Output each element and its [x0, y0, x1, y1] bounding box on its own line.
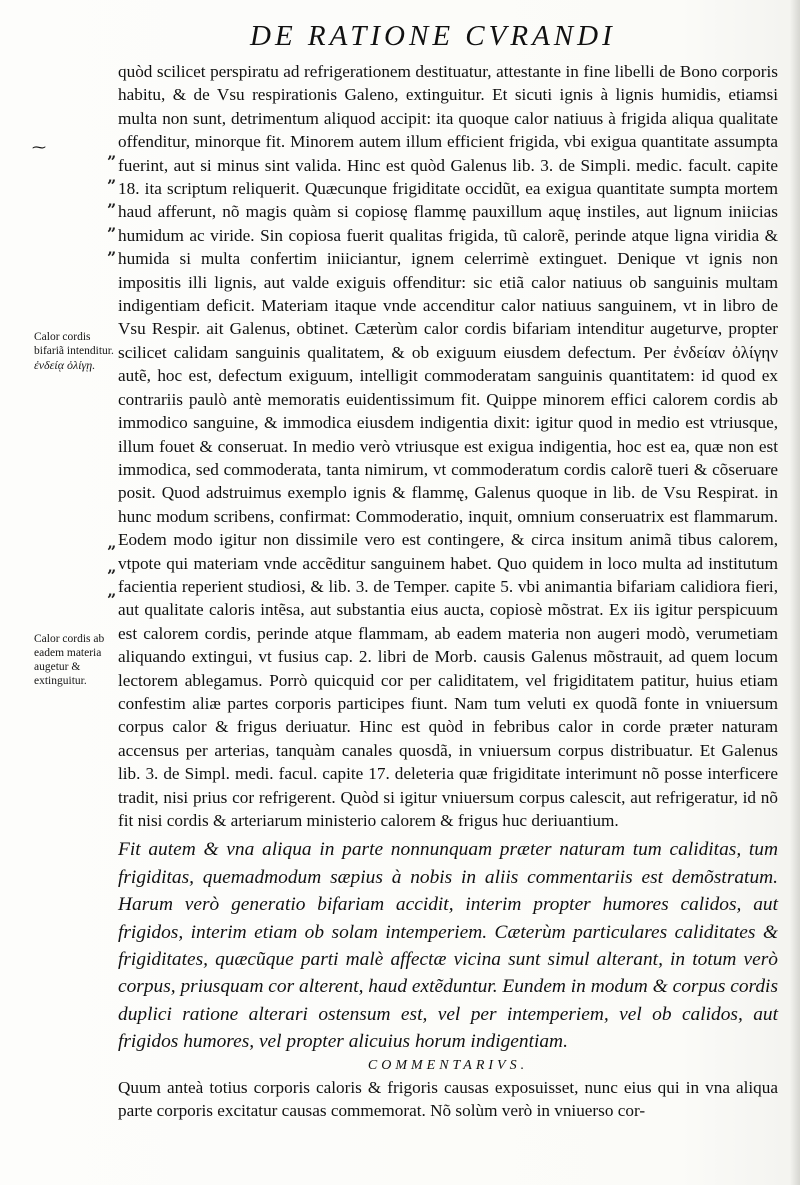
body-paragraph: quòd scilicet perspiratu ad refrigerationem destituatur, attestante in fine libelli de Bono corporis habitu, & de Vsu respirationis Galeno, extinguitur. Et sicuti ignis à lignis humidis, etiamsi multa non sunt, detrimentum aliquod accipit: ita quoque calor natiuus à frigida aliqua qualitate offenditur, minorque fit. Minorem autem illum efficient frigida, vbi exigua quantitate assumpta fuerint, aut si minus sint valida. Hinc est quòd Galenus lib. 3. de Simpli. medic. facult. capite 18. ita scriptum reliquerit. Quæcunque frigiditate occidũt, ea exigua quantitate sumpta mortem haud afferunt, nõ magis quàm si copiosę flammę pauxillum aquę instiles, aut lignum iniicias humidum ac viride. Sin copiosa fuerit qualitas frigida, tũ calorẽ, perinde atque ligna viridia & humida si multa confertim iniiciantur, ignem celerrimè extinguet. Denique vt ignis non impositis illi lignis, aut valde exiguis offenditur: sic etiã calor natiuus ob sanguinis multam indigentiam deficit. Materiam itaque vnde accenditur calor natiuus sanguinem, vt in libro de Vsu Respir. ait Galenus, obtinet. Cæterùm calor cordis bifariam intenditur augeturve, propter scilicet calidam sanguinis qualitatem, & ob exiguum eiusdem defectum. Per ἐνδείαν ὀλίγην autẽ, hoc est, defectum exiguum, intelligit commoderatam sanguinis quantitatem: id quod ex contrariis paulò antè memoratis euidentissimum fit. Quippe minorem effici calorem cordis ab immodico sanguine, & immodica eiusdem indigentia dixit: igitur quod in medio est vtriusque, illum fouet & conseruat. In medio verò vtriusque est exigua indigentia, hoc est ea, quæ non est immodica, sed commoderata, tanta nimirum, vt commoderatum cordis calorẽ tueri & cõseruare posit. Quod adstruimus exemplo ignis & flammę, Galenus quoque in lib. de Vsu Respirat. in hunc modum scribens, confirmat: Commoderatio, inquit, omnium conseruatrix est flammarum. Eodem modo igitur non dissimile vero est contingere, & circa insitum animã tibus calorem, vtpote qui materiam vnde accẽditur sanguinem habet. Quo quidem in loco multa ad institutum facientia reperient studiosi, & lib. 3. de Temper. capite 5. vbi animantia bifariam calidiora fieri, aut qualitate caloris intẽsa, aut substantia eius aucta, copiosè mõstrat. Ex iis igitur perspicuum est calorem cordis, perinde atque flammam, ab eadem materia non augeri modò, verumetiam aliquando extingui, vt fusius cap. 2. libri de Morb. causis Galenus mõstrauit, ad quem locum lectorem ablegamus. Porrò quicquid cor per caliditatem, vel frigiditatem patitur, huius etiam confestim aliæ partes corporis participes fiunt. Nam tum veluti ex quodã fonte in vniuersum corpus calor & frigus deriuatur. Hinc est quòd in febribus calor in corde præter naturam accensus per arterias, tanquàm canales quosdã, in vniuersum corpus distribuatur. Et Galenus lib. 3. de Simpl. medi. facul. capite 17. deleteria quæ frigiditate interimunt nõ posse interficere tradit, nisi prius cor refrigerent. Quòd si igitur vniuersum corpus calescit, aut refrigeratur, id nõ fit nisi cordis & arteriarum ministerio calorem & frigus huc deriuantium. — [118, 62, 778, 830]
quote-mark: ” — [107, 590, 117, 609]
running-head: DE RATIONE CVRANDI — [250, 20, 616, 52]
quote-mark: ” — [107, 176, 117, 195]
main-text — [118, 60, 778, 1122]
margin-note — [34, 632, 114, 688]
margin-note-text: Calor cordis bifariã intenditur. — [34, 331, 114, 357]
quote-mark: ” — [107, 542, 117, 561]
quote-mark: ” — [107, 566, 117, 585]
page-edge-shadow — [790, 0, 800, 1185]
quote-mark: ” — [107, 248, 117, 267]
quote-mark: ” — [107, 152, 117, 171]
margin-dash: ⁓ — [32, 140, 46, 156]
body-paragraph: Quum anteà totius corporis caloris & frigoris causas exposuisset, nunc eius qui in vna aliqua parte corporis excitatur causas commemorat. Nõ solùm verò in vniuerso cor- — [118, 1077, 778, 1121]
margin-note-text: Calor cordis ab eadem materia augetur & extinguitur. — [34, 633, 105, 687]
margin-note-greek: ἐνδείᾳ ὀλίγῃ. — [34, 358, 96, 372]
quote-mark: ” — [107, 200, 117, 219]
quote-mark: ” — [107, 224, 117, 243]
margin-note — [34, 330, 116, 373]
lemma-paragraph: Fit autem & vna aliqua in parte nonnunquam præter naturam tum caliditas, tum frigiditas, quemadmodum sæpius à nobis in aliis commentariis est demõstratum. Harum verò generatio bifariam accidit, interim propter humores calidos, aut frigidos, interim etiam ob solam intemperiem. Cæterùm particulares caliditates & frigiditates, quæcũque parti malè affectæ vicina sunt simul alterant, in totum verò corpus, priusquam cor alterent, haud extẽduntur. Eundem in modum & corpus cordis duplici ratione alterari ostensum est, vel per intemperiem, vel ob calidos, aut frigidos humores, vel propter alicuius horum indigentiam. — [118, 839, 778, 1053]
commentary-heading: COMMENTARIVS. — [367, 1057, 529, 1073]
